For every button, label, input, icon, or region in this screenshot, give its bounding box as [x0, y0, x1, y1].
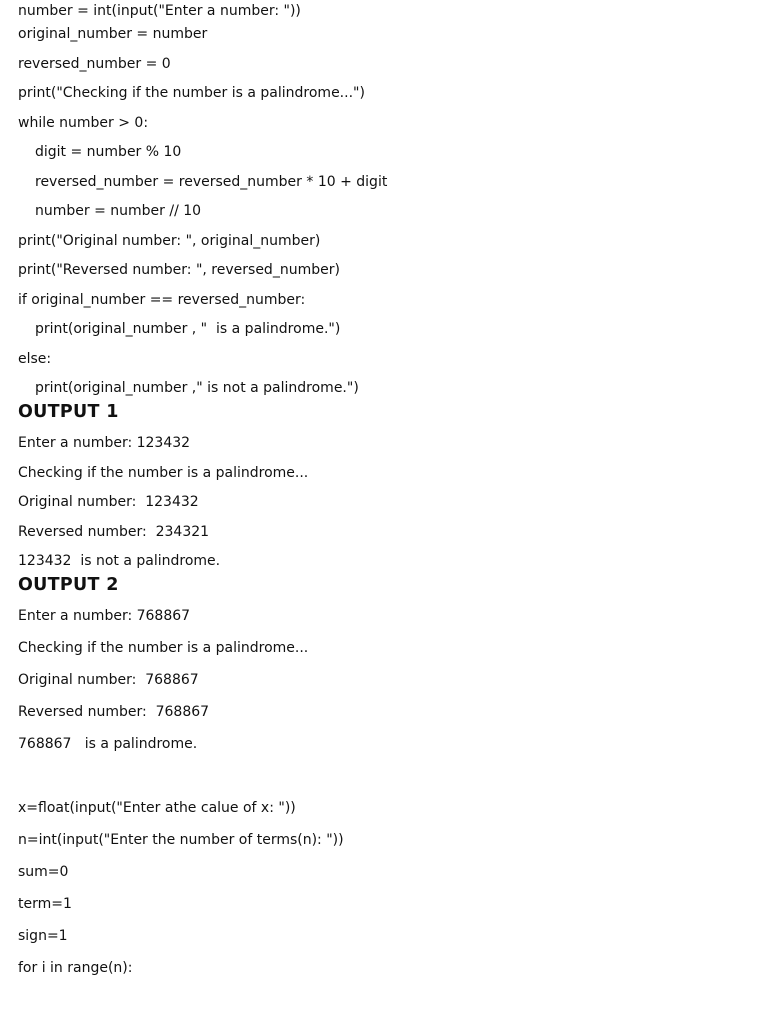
code-block-palindrome	[18, 2, 758, 401]
code-line: print("Checking if the number is a palindrome...")	[18, 85, 365, 101]
code-line: digit = number % 10	[35, 144, 182, 160]
output-2-section	[18, 574, 758, 767]
document	[18, 0, 758, 991]
blank-gap	[18, 767, 758, 799]
code-line: else:	[18, 350, 52, 367]
code-block-series	[18, 799, 758, 991]
code-line: for i in range(n):	[18, 960, 133, 976]
code-line: while number > 0:	[18, 114, 149, 131]
code-line: n=int(input("Enter the number of terms(n): "))	[18, 832, 344, 848]
output-line: Reversed number: 768867	[18, 704, 210, 720]
output-1-heading: OUTPUT 1	[18, 402, 119, 422]
output-line: Original number: 768867	[18, 672, 199, 688]
code-line: reversed_number = reversed_number * 10 + digit	[35, 173, 388, 190]
output-2-heading: OUTPUT 2	[18, 575, 119, 595]
code-line: print(original_number , " is a palindrome.")	[35, 321, 341, 337]
code-line: reversed_number = 0	[18, 55, 171, 72]
code-line: original_number = number	[18, 26, 208, 42]
output-line: Checking if the number is a palindrome...	[18, 640, 309, 656]
code-line: sum=0	[18, 864, 69, 880]
code-line: sign=1	[18, 928, 68, 944]
output-line: Original number: 123432	[18, 494, 199, 510]
code-line: print(original_number ," is not a palindrome.")	[35, 380, 359, 396]
code-line: x=float(input("Enter athe calue of x: "))	[18, 800, 296, 816]
code-line: term=1	[18, 896, 72, 912]
output-line: Reversed number: 234321	[18, 523, 210, 540]
output-line: 123432 is not a palindrome.	[18, 553, 221, 569]
output-line: 768867 is a palindrome.	[18, 736, 198, 752]
output-line: Enter a number: 768867	[18, 608, 191, 624]
code-line: number = int(input("Enter a number: "))	[18, 3, 301, 19]
output-line: Enter a number: 123432	[18, 435, 191, 451]
output-line: Checking if the number is a palindrome...	[18, 464, 309, 481]
code-line: number = number // 10	[35, 203, 202, 219]
code-line: print("Original number: ", original_number)	[18, 232, 321, 249]
output-1-section	[18, 401, 758, 574]
code-line: if original_number == reversed_number:	[18, 291, 306, 308]
code-line: print("Reversed number: ", reversed_number)	[18, 262, 340, 278]
